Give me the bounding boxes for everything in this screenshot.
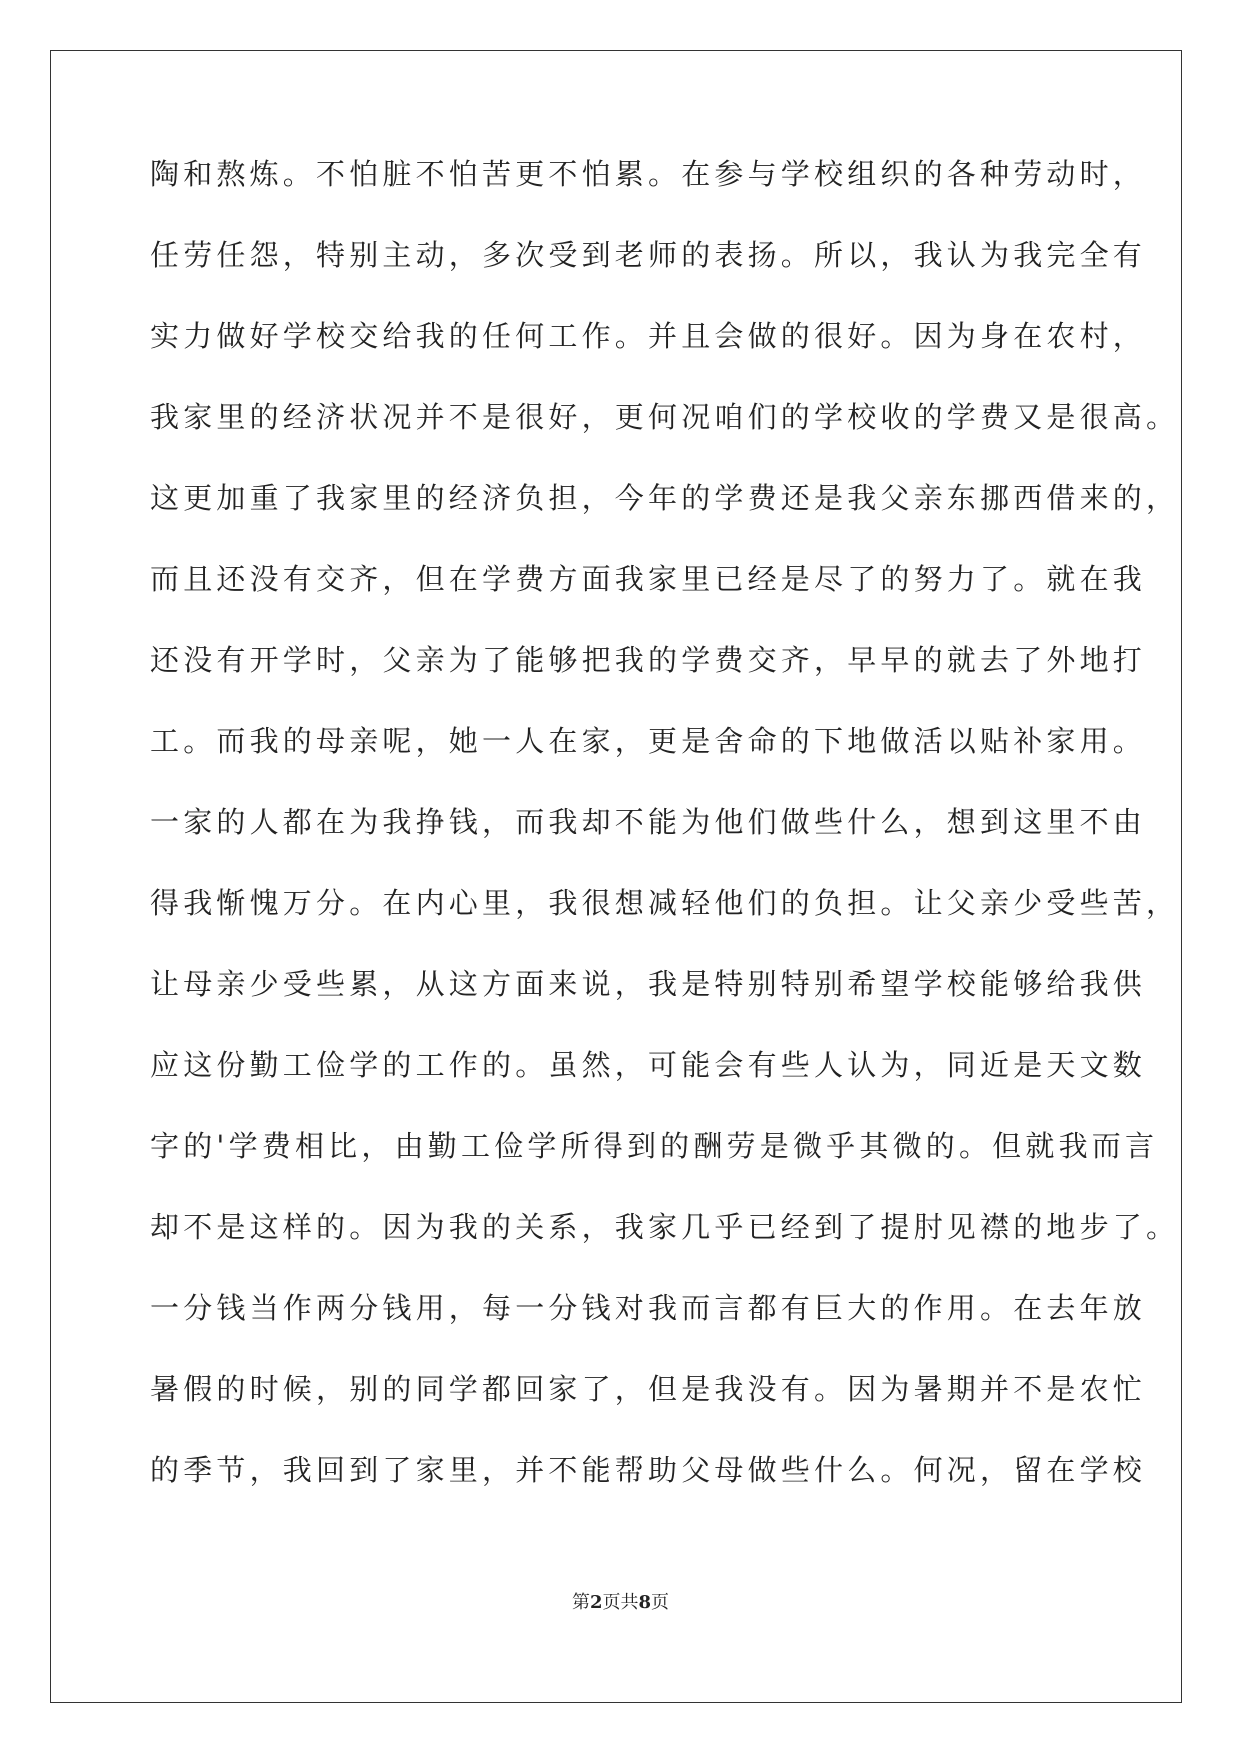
text-line-13: 字的'学费相比，由勤工俭学所得到的酬劳是微乎其微的。但就我而言	[150, 1129, 1159, 1163]
text-line-14: 却不是这样的。因为我的关系，我家几乎已经到了提肘见襟的地步了。	[150, 1210, 1180, 1244]
page-footer	[0, 1588, 1241, 1614]
text-line-5: 这更加重了我家里的经济负担，今年的学费还是我父亲东挪西借来的，	[150, 481, 1180, 515]
total-prefix: 共	[620, 1592, 639, 1613]
text-line-10: 得我惭愧万分。在内心里，我很想减轻他们的负担。让父亲少受些苦，	[150, 886, 1180, 920]
total-pages-number: 8	[638, 1592, 652, 1613]
page-suffix: 页	[602, 1592, 621, 1613]
text-line-9: 一家的人都在为我挣钱，而我却不能为他们做些什么，想到这里不由	[150, 805, 1147, 839]
text-line-6: 而且还没有交齐，但在学费方面我家里已经是尽了的努力了。就在我	[150, 562, 1147, 596]
text-line-11: 让母亲少受些累，从这方面来说，我是特别特别希望学校能够给我供	[150, 967, 1147, 1001]
text-line-2: 任劳任怨，特别主动，多次受到老师的表扬。所以，我认为我完全有	[150, 238, 1147, 272]
text-line-8: 工。而我的母亲呢，她一人在家，更是舍命的下地做活以贴补家用。	[150, 724, 1147, 758]
text-line-3: 实力做好学校交给我的任何工作。并且会做的很好。因为身在农村，	[150, 319, 1147, 353]
text-line-16: 暑假的时候，别的同学都回家了，但是我没有。因为暑期并不是农忙	[150, 1372, 1147, 1406]
total-suffix: 页	[651, 1592, 670, 1613]
text-line-17: 的季节，我回到了家里，并不能帮助父母做些什么。何况，留在学校	[150, 1453, 1147, 1487]
text-line-12: 应这份勤工俭学的工作的。虽然，可能会有些人认为，同近是天文数	[150, 1048, 1147, 1082]
text-line-15: 一分钱当作两分钱用，每一分钱对我而言都有巨大的作用。在去年放	[150, 1291, 1147, 1325]
text-line-1: 陶和熬炼。不怕脏不怕苦更不怕累。在参与学校组织的各种劳动时，	[150, 157, 1147, 191]
text-line-7: 还没有开学时，父亲为了能够把我的学费交齐，早早的就去了外地打	[150, 643, 1147, 677]
document-body	[150, 134, 1180, 1511]
current-page-number: 2	[589, 1592, 603, 1613]
page-prefix: 第	[571, 1592, 590, 1613]
text-line-4: 我家里的经济状况并不是很好，更何况咱们的学校收的学费又是很高。	[150, 400, 1180, 434]
